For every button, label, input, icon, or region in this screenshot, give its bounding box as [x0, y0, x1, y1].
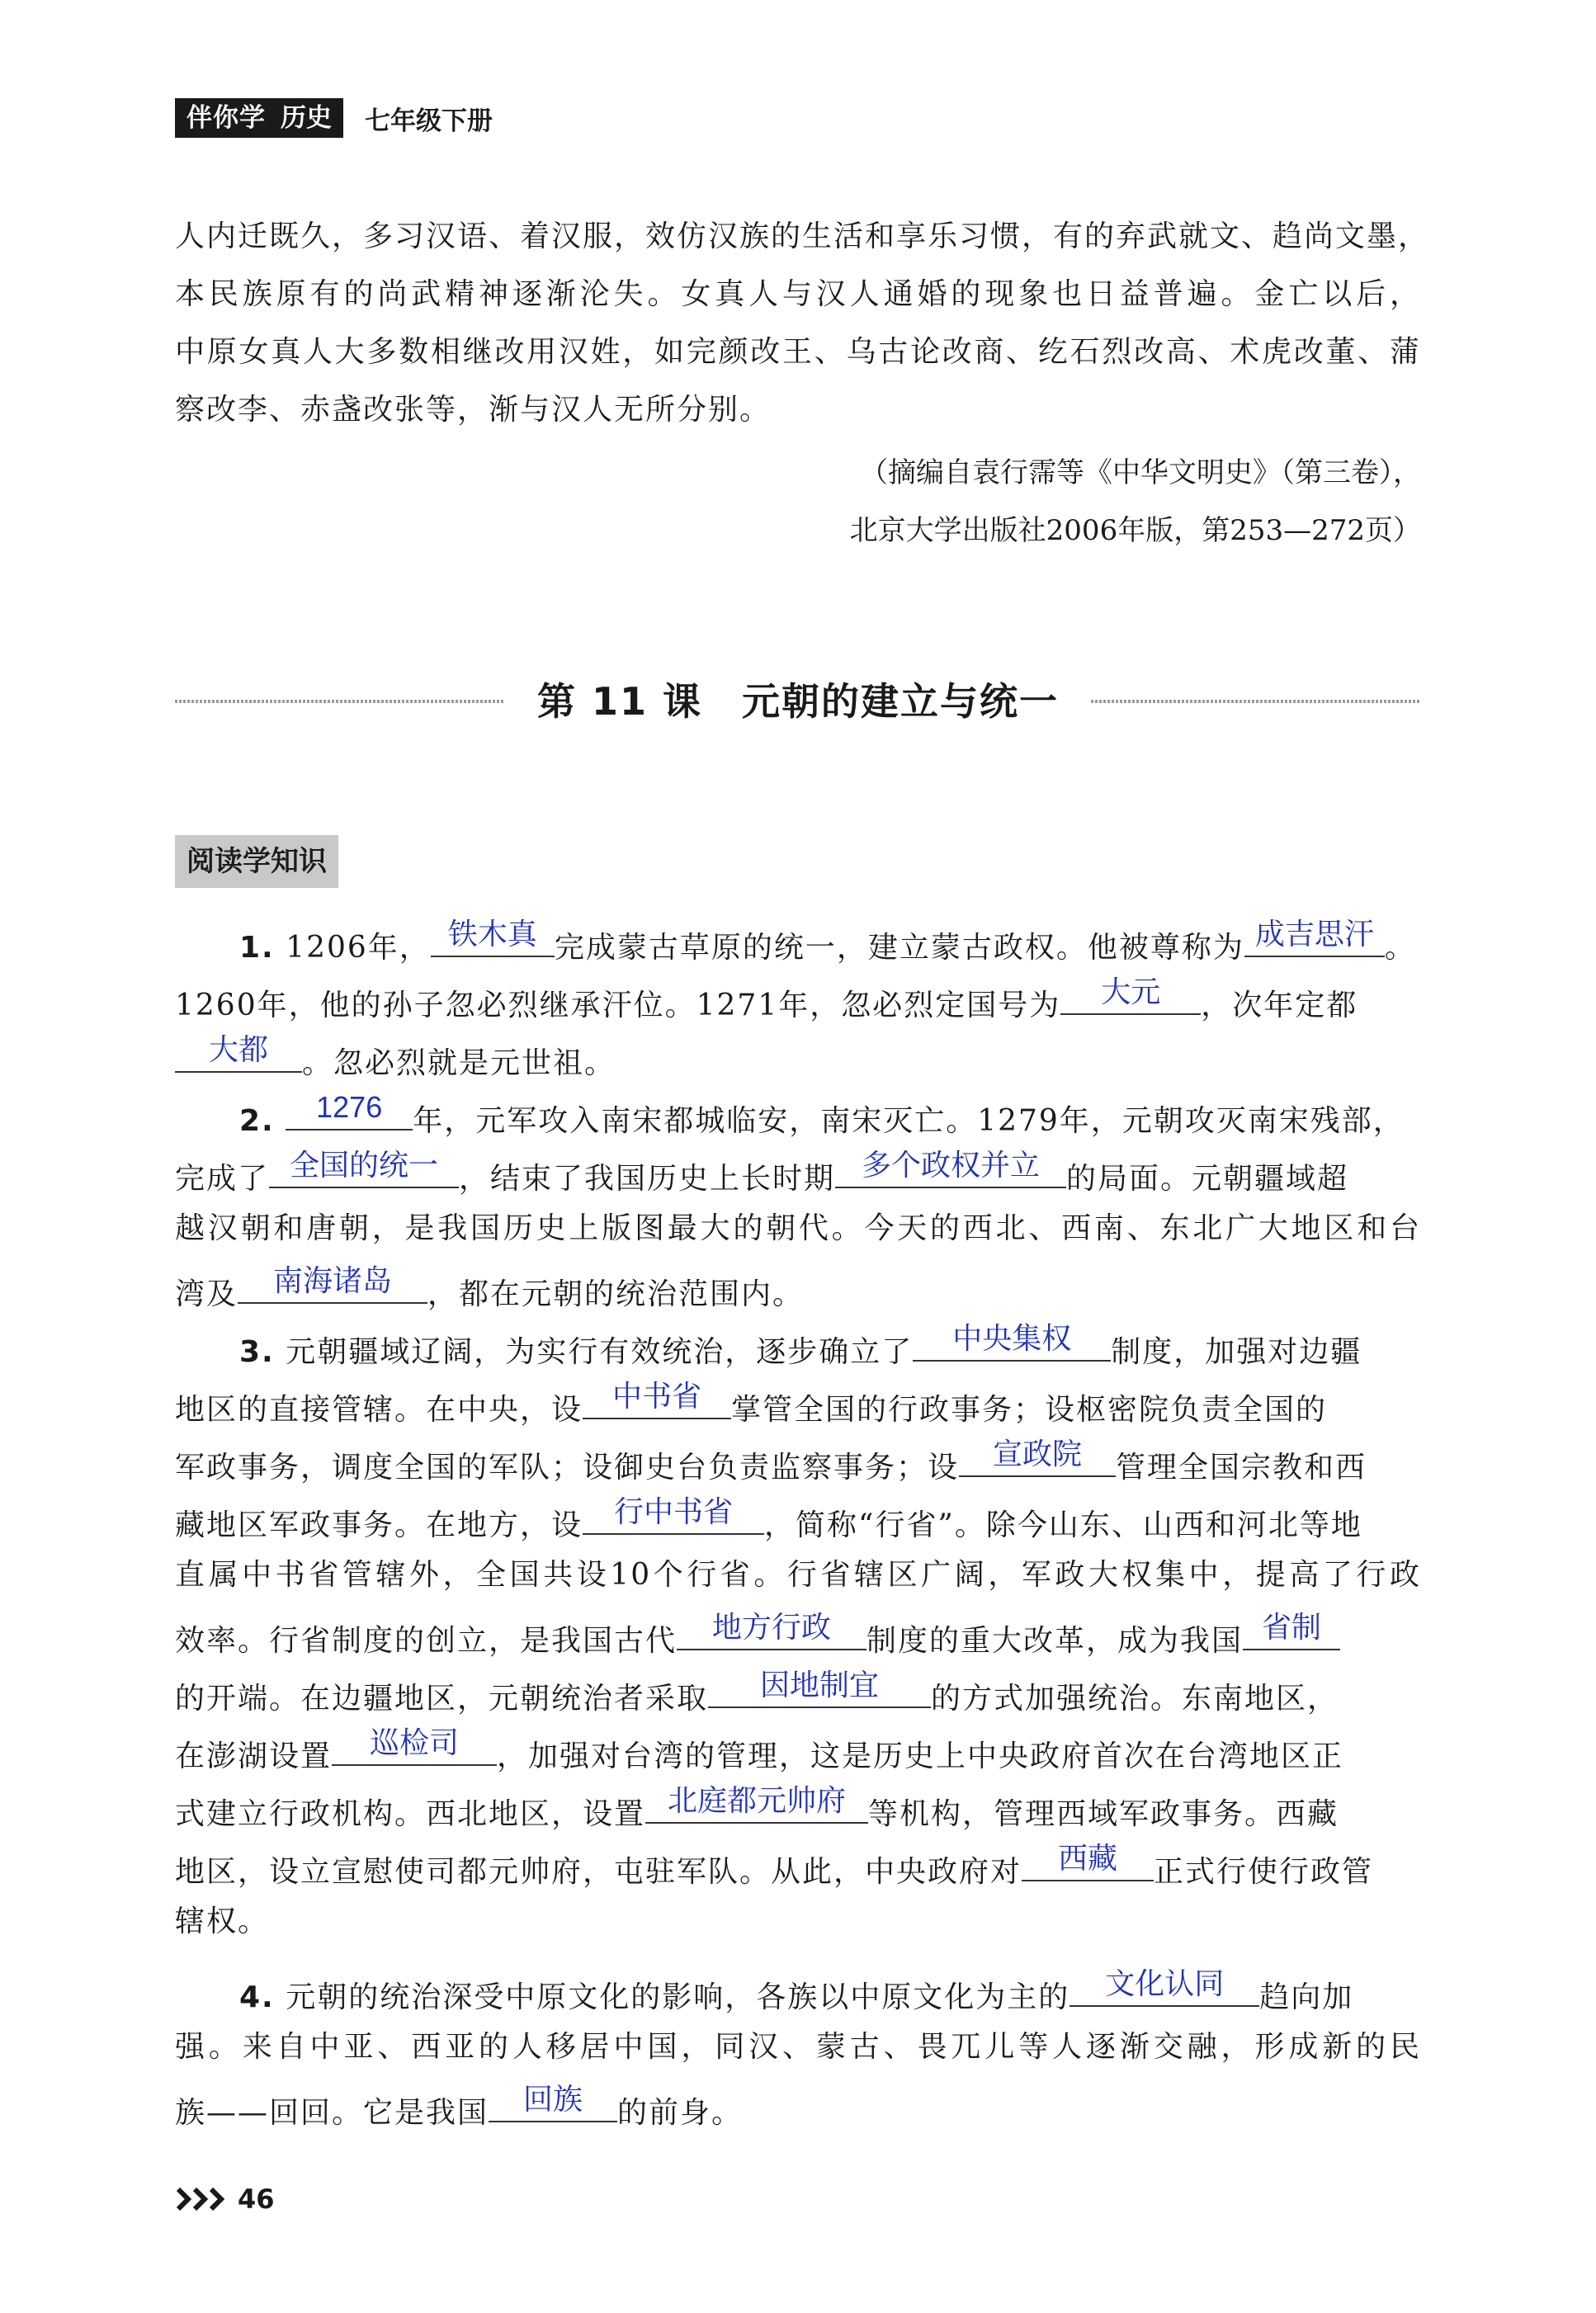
- answer-text: 宣政院: [993, 1437, 1083, 1470]
- answer-blank[interactable]: [1243, 1604, 1340, 1650]
- text-run: 军政事务，调度全国的军队；设御史台负责监察事务；设: [175, 1451, 960, 1485]
- page-number: 46: [238, 2183, 275, 2215]
- answer-text: 全国的统一: [290, 1148, 439, 1182]
- intro-line: 本民族原有的尚武精神逐渐沦失。女真人与汉人通婚的现象也日益普遍。金亡以后，: [175, 277, 1421, 311]
- answer-blank[interactable]: [269, 1142, 459, 1188]
- question-number: 3.: [239, 1335, 275, 1369]
- text-run: 的局面。元朝疆域超: [1066, 1162, 1349, 1196]
- citation-line-2: 北京大学出版社2006年版，第253—272页）: [849, 514, 1421, 547]
- question-2: [175, 1084, 1421, 1315]
- answer-text: 行中书省: [614, 1494, 734, 1528]
- text-run: 1206年，: [286, 931, 431, 965]
- lesson-title: 第 11 课 元朝的建立与统一: [536, 679, 1060, 724]
- text-run: 效率。行省制度的创立，是我国古代: [175, 1624, 678, 1658]
- text-run: 的方式加强统治。东南地区，: [931, 1682, 1339, 1716]
- text-run: ，都在元朝的统治范围内。: [427, 1277, 805, 1311]
- answer-blank[interactable]: [708, 1662, 931, 1708]
- text-run: 。: [1384, 931, 1416, 965]
- intro-passage: [175, 208, 1430, 439]
- text-line: [175, 1258, 1421, 1315]
- answer-blank[interactable]: [913, 1315, 1111, 1362]
- text-line: [175, 1431, 1421, 1489]
- text-line: [175, 1027, 1421, 1084]
- text-run: ，简称“行省”。除今山东、山西和河北等地: [764, 1508, 1362, 1542]
- answer-text: 文化认同: [1105, 1966, 1225, 2000]
- text-line: [175, 1142, 1421, 1200]
- chevrons-right-icon: [175, 2186, 229, 2212]
- answer-text: 巡检司: [370, 1725, 460, 1759]
- text-run: 完成蒙古草原的统一，建立蒙古政权。他被尊称为: [554, 931, 1244, 965]
- question-3: [175, 1315, 1421, 1951]
- question-number: 2.: [239, 1104, 275, 1138]
- text-line: [175, 911, 1421, 969]
- text-run: 的前身。: [617, 2096, 744, 2130]
- question-number: 4.: [239, 1980, 275, 2014]
- text-run: 的开端。在边疆地区，元朝统治者采取: [175, 1682, 709, 1716]
- answer-blank[interactable]: [332, 1720, 497, 1766]
- lesson-title-bar: [175, 668, 1421, 734]
- text-run: 等机构，管理西域军政事务。西藏: [868, 1797, 1339, 1831]
- answer-text: 中央集权: [952, 1321, 1072, 1355]
- intro-line: 察改李、赤盏改张等，渐与汉人无所分别。: [175, 393, 772, 427]
- answer-text: 大都: [208, 1032, 268, 1066]
- answer-blank[interactable]: [677, 1604, 866, 1650]
- answer-blank[interactable]: [286, 1084, 413, 1131]
- answer-blank[interactable]: [175, 1027, 302, 1073]
- text-run: 制度的重大改革，成为我国: [866, 1624, 1244, 1658]
- text-line: 强。来自中亚、西亚的人移居中国，同汉、蒙古、畏兀儿等人逐渐交融，形成新的民: [175, 2030, 1421, 2064]
- series-name: 伴你学: [175, 98, 277, 138]
- title-rule-left: [175, 700, 505, 703]
- answer-text: 南海诸岛: [273, 1263, 393, 1297]
- text-run: 管理全国宗教和西: [1116, 1451, 1367, 1485]
- answer-text: 1276: [316, 1090, 383, 1124]
- intro-line: 中原女真人大多数相继改用汉姓，如完颜改王、乌古论改商、纥石烈改高、术虎改董、蒲: [175, 335, 1421, 369]
- text-line: [175, 1373, 1421, 1431]
- grade-label: 七年级下册: [365, 106, 493, 136]
- answer-blank[interactable]: [645, 1777, 868, 1824]
- text-run: 族——回回。它是我国: [175, 2096, 489, 2130]
- answer-blank[interactable]: [1244, 911, 1385, 957]
- text-run: 在澎湖设置: [175, 1739, 333, 1773]
- text-run: 正式行使行政管: [1154, 1855, 1374, 1889]
- answer-text: 北庭都元帅府: [668, 1783, 847, 1817]
- answer-blank[interactable]: [1022, 1835, 1154, 1881]
- answer-blank[interactable]: [1060, 969, 1201, 1015]
- text-run: 元朝疆域辽阔，为实行有效统治，逐步确立了: [286, 1335, 914, 1369]
- text-run: 趋向加: [1259, 1980, 1354, 2014]
- text-run: 1260年，他的孙子忽必烈继承汗位。1271年，忽必烈定国号为: [175, 989, 1061, 1022]
- text-line: [175, 1662, 1421, 1720]
- text-run: 。忽必烈就是元世祖。: [302, 1046, 616, 1080]
- text-run: 藏地区军政事务。在地方，设: [175, 1508, 583, 1542]
- text-line: [175, 1777, 1421, 1835]
- subject-name: 历史: [277, 98, 343, 138]
- text-line: 越汉朝和唐朝，是我国历史上版图最大的朝代。今天的西北、西南、东北广大地区和台: [175, 1211, 1421, 1245]
- citation-line-1: （摘编自袁行霈等《中华文明史》（第三卷），: [860, 456, 1421, 489]
- answer-blank[interactable]: [959, 1431, 1116, 1477]
- title-rule-right: [1091, 700, 1421, 703]
- answer-text: 地方行政: [712, 1610, 832, 1644]
- answer-blank[interactable]: [431, 911, 555, 957]
- text-run: ，加强对台湾的管理，这是历史上中央政府首次在台湾地区正: [497, 1739, 1344, 1773]
- text-line: [175, 969, 1421, 1027]
- text-run: 湾及: [175, 1277, 238, 1311]
- question-4: [175, 1961, 1421, 2134]
- text-line: [175, 2076, 1421, 2134]
- text-line: [175, 1720, 1421, 1777]
- question-1: [175, 911, 1421, 1084]
- intro-line: 人内迁既久，多习汉语、着汉服，效仿汉族的生活和享乐习惯，有的弃武就文、趋尚文墨，: [175, 219, 1430, 253]
- text-run: 地区的直接管辖。在中央，设: [175, 1393, 583, 1427]
- answer-blank[interactable]: [489, 2076, 617, 2122]
- text-line: [175, 1489, 1421, 1546]
- answer-blank[interactable]: [238, 1258, 427, 1304]
- answer-text: 因地制宜: [760, 1668, 880, 1702]
- answer-text: 回族: [523, 2082, 583, 2116]
- text-line: 直属中书省管辖外，全国共设10个行省。行省辖区广阔，军政大权集中，提高了行政: [175, 1558, 1421, 1592]
- page-footer: [175, 2183, 275, 2215]
- text-run: 完成了: [175, 1162, 270, 1196]
- answer-blank[interactable]: [583, 1489, 764, 1535]
- text-line: 辖权。: [175, 1905, 270, 1938]
- text-run: ，结束了我国历史上长时期: [459, 1162, 836, 1196]
- answer-text: 铁木真: [447, 917, 537, 951]
- text-line: [175, 1084, 1421, 1142]
- answer-text: 西藏: [1058, 1841, 1118, 1875]
- answer-text: 中书省: [612, 1379, 702, 1413]
- text-run: 式建立行政机构。西北地区，设置: [175, 1797, 646, 1831]
- text-line: [175, 1315, 1421, 1373]
- section-heading: 阅读学知识: [175, 835, 338, 888]
- text-run: 掌管全国的行政事务；设枢密院负责全国的: [731, 1393, 1328, 1427]
- answer-blank[interactable]: [835, 1142, 1066, 1188]
- text-line: [175, 1961, 1421, 2018]
- text-run: 地区，设立宣慰使司都元帅府，屯驻军队。从此，中央政府对: [175, 1855, 1022, 1889]
- text-run: 制度，加强对边疆: [1111, 1335, 1362, 1369]
- answer-text: 多个政权并立: [862, 1148, 1041, 1182]
- text-run: ，次年定都: [1201, 989, 1358, 1022]
- text-run: 年，元军攻入南宋都城临安，南宋灭亡。1279年，元朝攻灭南宋残部，: [413, 1104, 1405, 1138]
- answer-blank[interactable]: [583, 1373, 731, 1419]
- answer-text: 省制: [1262, 1610, 1322, 1644]
- answer-blank[interactable]: [1070, 1961, 1259, 2007]
- page-header: [175, 97, 493, 139]
- answer-text: 成吉思汗: [1254, 917, 1374, 951]
- text-run: 元朝的统治深受中原文化的影响，各族以中原文化为主的: [286, 1980, 1070, 2014]
- text-line: [175, 1835, 1421, 1893]
- answer-text: 大元: [1101, 975, 1161, 1008]
- question-number: 1.: [239, 931, 275, 965]
- text-line: [175, 1604, 1421, 1662]
